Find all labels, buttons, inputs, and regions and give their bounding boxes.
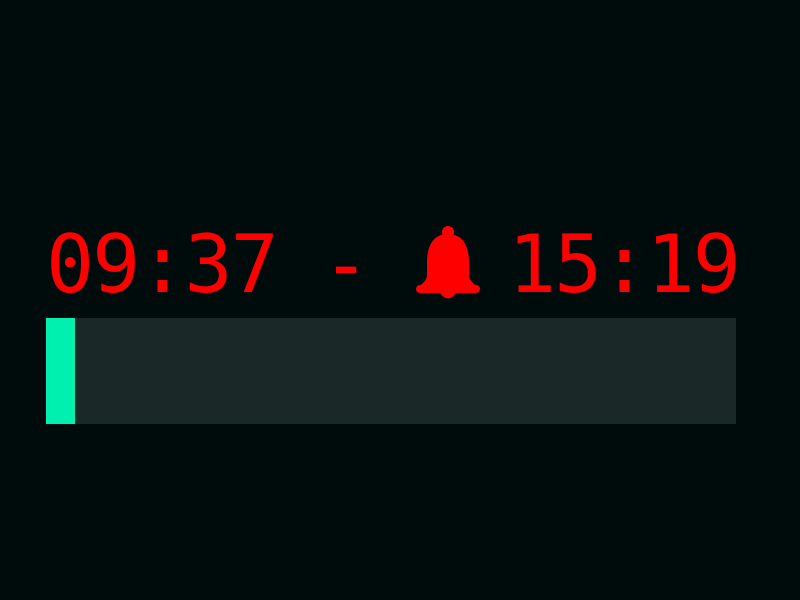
alarm-time: 15:19: [508, 218, 739, 311]
time-separator: -: [322, 218, 371, 311]
current-time: 09:37: [46, 218, 277, 311]
alarm-progress-fill: [46, 318, 75, 424]
alarm-progress-track: [46, 318, 736, 424]
bell-icon: [412, 224, 484, 304]
alarm-time-row: [46, 218, 746, 311]
